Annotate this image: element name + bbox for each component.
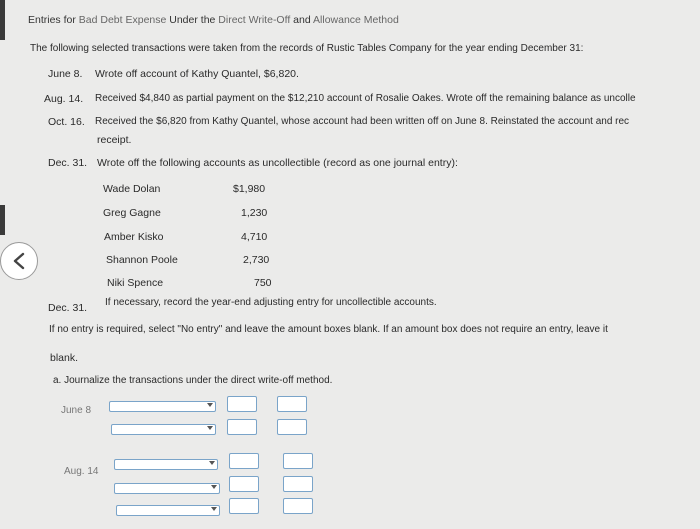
credit-amount-box[interactable] [283, 453, 313, 469]
transaction-text: Received $4,840 as partial payment on the $12,210 account of Rosalie Oakes. Wrote off the remaining balance as uncolle [95, 93, 636, 104]
dropdown-arrow-icon [211, 507, 217, 511]
entry-date-label: Aug. 14 [64, 466, 99, 477]
account-select[interactable] [114, 483, 220, 494]
adjusting-date: Dec. 31. [48, 302, 88, 314]
transaction-date: Oct. 16. [48, 116, 85, 128]
account-amount: 1,230 [241, 207, 268, 219]
credit-amount-box[interactable] [277, 396, 307, 412]
debit-amount-box[interactable] [227, 396, 257, 412]
left-edge-bar [0, 205, 5, 235]
account-amount: 2,730 [243, 254, 270, 266]
transaction-text: Wrote off the following accounts as uncollectible (record as one journal entry): [97, 157, 458, 169]
dropdown-arrow-icon [207, 426, 213, 430]
account-select[interactable] [111, 424, 216, 435]
transaction-text: Wrote off account of Kathy Quantel, $6,820. [95, 68, 299, 80]
debit-amount-box[interactable] [229, 498, 259, 514]
account-name: Greg Gagne [103, 207, 161, 219]
account-name: Shannon Poole [106, 254, 178, 266]
account-select[interactable] [116, 505, 220, 516]
part-a-heading: a. Journalize the transactions under the direct write-off method. [53, 375, 333, 386]
account-name: Wade Dolan [103, 183, 161, 195]
back-button[interactable] [0, 242, 38, 280]
transaction-date: June 8. [48, 68, 83, 80]
left-edge-bar [0, 0, 5, 40]
transaction-text-continued: receipt. [97, 134, 132, 146]
account-select[interactable] [109, 401, 216, 412]
page-title: Entries for Bad Debt Expense Under the Direct Write-Off and Allowance Method [28, 14, 399, 26]
debit-amount-box[interactable] [227, 419, 257, 435]
chevron-left-icon [12, 252, 26, 270]
debit-amount-box[interactable] [229, 476, 259, 492]
account-name: Amber Kisko [104, 231, 164, 243]
instruction-text: If no entry is required, select "No entry" and leave the amount boxes blank. If an amount box does not require an entry, leave it [49, 324, 608, 335]
debit-amount-box[interactable] [229, 453, 259, 469]
account-amount: 750 [254, 277, 272, 289]
transaction-date: Aug. 14. [44, 93, 84, 105]
account-name: Niki Spence [107, 277, 164, 289]
account-amount: 4,710 [241, 231, 268, 243]
credit-amount-box[interactable] [283, 498, 313, 514]
instruction-text-continued: blank. [50, 352, 79, 364]
dropdown-arrow-icon [211, 485, 217, 489]
transaction-date: Dec. 31. [48, 157, 88, 169]
dropdown-arrow-icon [209, 461, 215, 465]
credit-amount-box[interactable] [283, 476, 313, 492]
transaction-text: Received the $6,820 from Kathy Quantel, whose account had been written off on June 8. Reinstated the account and rec [95, 116, 630, 127]
account-amount: $1,980 [233, 183, 266, 195]
entry-date-label: June 8 [61, 405, 92, 416]
intro-text: The following selected transactions were taken from the records of Rustic Tables Company for the year ending December 31: [30, 43, 584, 54]
dropdown-arrow-icon [207, 403, 213, 407]
adjusting-text: If necessary, record the year-end adjusting entry for uncollectible accounts. [105, 297, 437, 308]
credit-amount-box[interactable] [277, 419, 307, 435]
account-select[interactable] [114, 459, 218, 470]
